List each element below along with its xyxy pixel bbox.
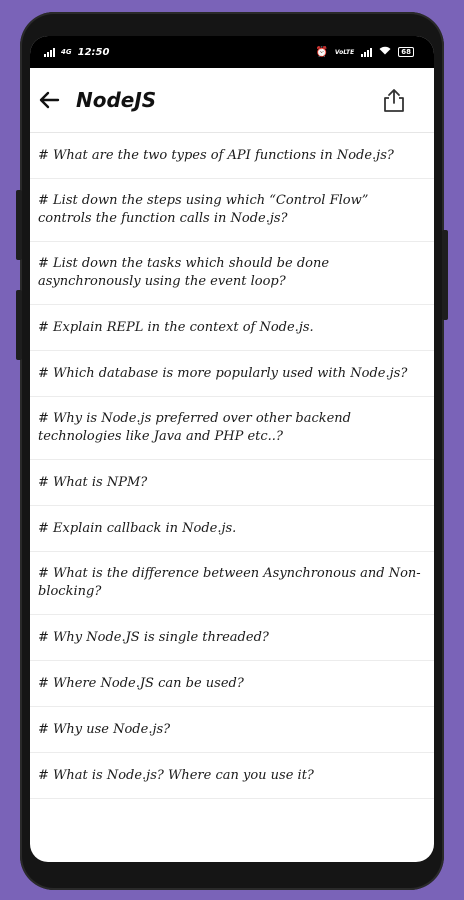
- phone-side-button: [442, 230, 448, 320]
- list-item[interactable]: # Why use Node.js?: [30, 707, 434, 753]
- list-item[interactable]: # Where Node.JS can be used?: [30, 661, 434, 707]
- question-list: [30, 133, 434, 799]
- volte-label: VoLTE: [334, 48, 355, 56]
- phone-side-button: [16, 190, 22, 260]
- alarm-icon: ⏰: [315, 46, 328, 58]
- status-bar: [30, 36, 434, 68]
- battery-icon: 68: [398, 47, 414, 57]
- list-item[interactable]: # Why is Node.js preferred over other backend technologies like Java and PHP etc..?: [30, 397, 434, 460]
- app-bar: [30, 68, 434, 133]
- app-screen: [30, 36, 434, 862]
- network-type: 4G: [61, 48, 72, 56]
- list-item[interactable]: # What is the difference between Asynchronous and Non-blocking?: [30, 552, 434, 615]
- signal-icon: [361, 48, 372, 57]
- list-item[interactable]: # Explain REPL in the context of Node.js.: [30, 305, 434, 351]
- list-item[interactable]: # Which database is more popularly used with Node.js?: [30, 351, 434, 397]
- page-title: NodeJS: [76, 88, 157, 112]
- list-item[interactable]: # What are the two types of API functions in Node.js?: [30, 133, 434, 179]
- list-item[interactable]: # Explain callback in Node.js.: [30, 506, 434, 552]
- list-item[interactable]: # What is NPM?: [30, 460, 434, 506]
- signal-icon: [44, 48, 55, 57]
- arrow-left-icon[interactable]: [36, 87, 62, 113]
- list-item[interactable]: # List down the steps using which “Control Flow” controls the function calls in Node.js?: [30, 179, 434, 242]
- phone-side-button: [16, 290, 22, 360]
- wifi-icon: [379, 46, 391, 58]
- share-icon[interactable]: [382, 87, 406, 113]
- status-time: 12:50: [77, 46, 110, 58]
- list-item[interactable]: # Why Node.JS is single threaded?: [30, 615, 434, 661]
- list-item[interactable]: # What is Node.js? Where can you use it?: [30, 753, 434, 799]
- list-item[interactable]: # List down the tasks which should be done asynchronously using the event loop?: [30, 242, 434, 305]
